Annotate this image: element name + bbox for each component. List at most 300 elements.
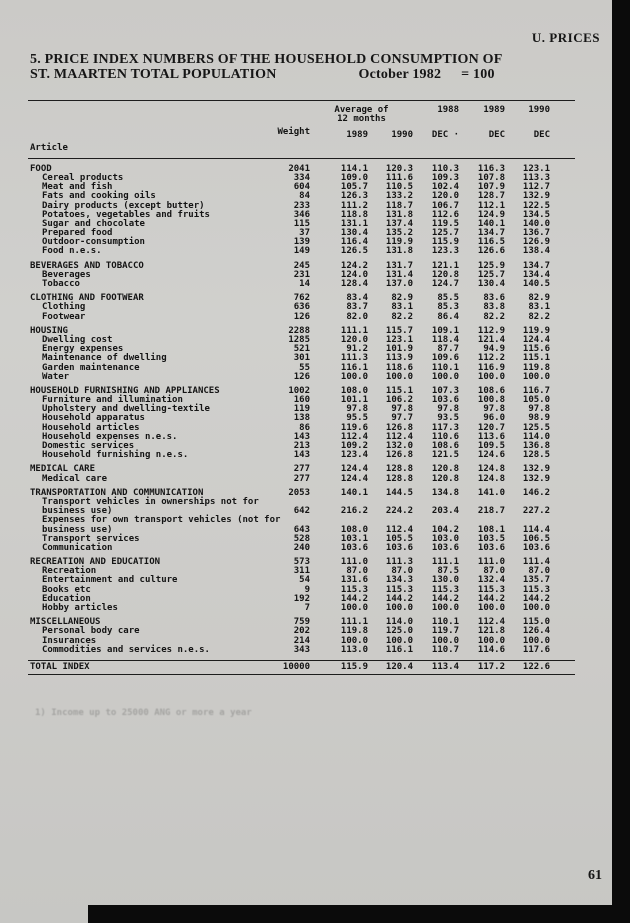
value-cell: 106.2 — [385, 395, 413, 406]
value-cell: 110.3 — [431, 163, 459, 174]
row-label: Upholstery and dwelling-textile — [42, 404, 210, 415]
value-cell: 124.4 — [340, 464, 368, 475]
value-cell: 108.1 — [477, 524, 505, 535]
weight-cell: 334 — [293, 172, 310, 183]
value-cell: 121.8 — [477, 626, 505, 637]
value-cell: 100.8 — [477, 395, 505, 406]
row-label: Entertainment and culture — [42, 575, 178, 586]
row-label: Fats and cooking oils — [42, 191, 156, 202]
section-row — [30, 465, 550, 474]
row-label: Transport services — [42, 533, 140, 544]
header-dec-1990: DEC — [533, 130, 550, 141]
value-cell: 130.0 — [431, 575, 459, 586]
header-weight: Weight — [277, 127, 310, 138]
row-label: CLOTHING AND FOOTWEAR — [30, 293, 144, 304]
title-base-index: = 100 — [461, 67, 495, 82]
value-cell: 97.8 — [528, 404, 550, 415]
value-cell: 144.2 — [431, 593, 459, 604]
value-cell: 136.8 — [522, 441, 550, 451]
value-cell: 120.3 — [385, 163, 413, 174]
value-cell: 115.1 — [522, 353, 550, 364]
value-cell: 97.8 — [483, 404, 505, 415]
value-cell: 83.4 — [346, 293, 368, 304]
value-cell: 119.5 — [431, 218, 459, 229]
value-cell: 113.9 — [385, 353, 413, 364]
value-cell: 128.8 — [385, 473, 413, 484]
value-cell: 106.5 — [522, 533, 550, 544]
title-period: October 1982 — [358, 67, 442, 82]
header-year-1989: 1989 — [483, 105, 505, 115]
row-label: Furniture and illumination — [42, 395, 183, 406]
value-cell: 110.6 — [431, 431, 459, 442]
value-cell: 118.6 — [385, 362, 413, 373]
ghost-footnote: 1) Income up to 25000 ANG or more a year — [35, 708, 252, 718]
table-row — [30, 373, 550, 382]
value-cell: 116.1 — [385, 644, 413, 655]
row-label: Transport vehicles in ownerships not for — [42, 496, 259, 507]
value-cell: 100.0 — [431, 635, 459, 646]
header-article: Article — [30, 142, 68, 153]
value-cell: 113.6 — [477, 431, 505, 442]
value-cell: 111.3 — [385, 557, 413, 568]
weight-cell: 214 — [293, 635, 310, 646]
value-cell: 216.2 — [340, 506, 368, 517]
value-cell: 82.2 — [528, 311, 550, 322]
value-cell: 134.8 — [431, 487, 459, 498]
row-label: Medical care — [42, 473, 108, 484]
row-label: business use) — [42, 506, 113, 517]
weight-cell: 277 — [293, 464, 310, 475]
value-cell: 111.4 — [522, 557, 550, 568]
value-cell: 146.2 — [522, 487, 550, 498]
value-cell: 100.0 — [477, 635, 505, 646]
weight-cell: 301 — [293, 353, 310, 364]
value-cell: 115.3 — [522, 584, 550, 595]
value-cell: 100.0 — [477, 371, 505, 382]
row-label: Personal body care — [42, 626, 140, 637]
value-cell: 101.1 — [340, 395, 368, 406]
value-cell: 109.0 — [340, 172, 368, 183]
weight-cell: 231 — [293, 269, 310, 280]
value-cell: 118.8 — [340, 209, 368, 220]
value-cell: 109.6 — [431, 353, 459, 364]
header-year-1988: 1988 — [437, 105, 459, 115]
header-row-article — [30, 144, 550, 153]
value-cell: 133.2 — [385, 191, 413, 202]
table-section — [30, 327, 550, 382]
value-cell: 124.0 — [340, 269, 368, 280]
value-cell: 115.3 — [340, 584, 368, 595]
row-label: MEDICAL CARE — [30, 464, 96, 475]
table-row — [30, 451, 550, 460]
value-cell: 112.2 — [477, 353, 505, 364]
value-cell: 121.4 — [477, 334, 505, 345]
value-cell: 100.0 — [340, 371, 368, 382]
row-label: Water — [42, 371, 70, 382]
header-spacer — [30, 131, 225, 140]
weight-cell: 346 — [293, 209, 310, 220]
value-cell: 125.9 — [477, 260, 505, 271]
table-section — [30, 465, 550, 483]
total-label: TOTAL INDEX — [30, 661, 90, 672]
value-cell: 123.3 — [431, 246, 459, 257]
value-cell: 123.4 — [340, 450, 368, 461]
value-cell: 107.8 — [477, 172, 505, 183]
value-cell: 103.6 — [431, 395, 459, 406]
value-cell: 103.0 — [431, 533, 459, 544]
value-cell: 106.7 — [431, 200, 459, 211]
value-cell: 224.2 — [385, 506, 413, 517]
total-avg-1989: 115.9 — [340, 661, 368, 672]
weight-cell: 126 — [293, 371, 310, 382]
value-cell: 112.4 — [385, 524, 413, 535]
value-cell: 109.2 — [340, 441, 368, 451]
table-section — [30, 294, 550, 322]
header-dec-1989: DEC — [488, 130, 505, 141]
value-cell: 132.9 — [522, 191, 550, 202]
row-label: HOUSEHOLD FURNISHING AND APPLIANCES — [30, 385, 220, 396]
value-cell: 125.7 — [431, 228, 459, 239]
row-label: Household furnishing n.e.s. — [42, 450, 189, 461]
row-label: Insurances — [42, 635, 97, 646]
value-cell: 111.1 — [340, 325, 368, 336]
value-cell: 130.4 — [477, 279, 505, 289]
value-cell: 116.9 — [477, 362, 505, 373]
weight-cell: 2041 — [288, 163, 310, 174]
row-label: Education — [42, 593, 91, 604]
value-cell: 103.6 — [477, 542, 505, 553]
row-label: Dwelling cost — [42, 334, 113, 345]
total-weight: 10000 — [282, 661, 310, 672]
table-row — [30, 303, 550, 312]
value-cell: 105.0 — [522, 395, 550, 406]
row-label: Commodities and services n.e.s. — [42, 644, 210, 655]
value-cell: 87.7 — [437, 344, 459, 355]
table-section — [30, 489, 550, 553]
value-cell: 116.4 — [340, 237, 368, 248]
value-cell: 125.7 — [477, 269, 505, 280]
weight-cell: 2053 — [288, 487, 310, 498]
value-cell: 118.7 — [385, 200, 413, 211]
value-cell: 113.0 — [340, 644, 368, 655]
value-cell: 125.5 — [522, 422, 550, 433]
header-avg-1989: 1989 — [346, 130, 368, 141]
horizontal-rule-total-bottom — [28, 674, 575, 675]
value-cell: 114.4 — [522, 524, 550, 535]
value-cell: 108.6 — [431, 441, 459, 451]
header-row-subyears — [30, 127, 550, 141]
value-cell: 85.3 — [437, 302, 459, 313]
value-cell: 100.0 — [385, 371, 413, 382]
value-cell: 115.6 — [522, 344, 550, 355]
value-cell: 112.6 — [431, 209, 459, 220]
value-cell: 124.9 — [477, 209, 505, 220]
value-cell: 82.0 — [346, 311, 368, 322]
row-label: MISCELLANEOUS — [30, 617, 101, 628]
row-label: Hobby articles — [42, 603, 118, 613]
value-cell: 97.8 — [391, 404, 413, 415]
value-cell: 82.9 — [391, 293, 413, 304]
total-row — [30, 661, 550, 674]
value-cell: 111.0 — [477, 557, 505, 568]
weight-cell: 119 — [293, 404, 310, 415]
row-label: Clothing — [42, 302, 86, 313]
weight-cell: 636 — [293, 302, 310, 313]
value-cell: 115.3 — [385, 584, 413, 595]
value-cell: 112.7 — [522, 182, 550, 193]
table-section — [30, 262, 550, 290]
value-cell: 96.0 — [483, 413, 505, 424]
value-cell: 135.2 — [385, 228, 413, 239]
value-cell: 97.8 — [346, 404, 368, 415]
value-cell: 132.0 — [385, 441, 413, 451]
value-cell: 135.7 — [522, 575, 550, 586]
weight-cell: 277 — [293, 473, 310, 484]
value-cell: 109.1 — [431, 325, 459, 336]
weight-cell: 311 — [293, 566, 310, 577]
value-cell: 116.7 — [522, 385, 550, 396]
value-cell: 124.2 — [340, 260, 368, 271]
value-cell: 132.4 — [477, 575, 505, 586]
value-cell: 103.6 — [340, 542, 368, 553]
value-cell: 123.1 — [385, 334, 413, 345]
table-header — [30, 101, 550, 158]
weight-cell: 115 — [293, 218, 310, 229]
header-dec-1988: DEC · — [431, 130, 459, 141]
value-cell: 112.4 — [385, 431, 413, 442]
value-cell: 131.1 — [340, 218, 368, 229]
value-cell: 124.8 — [477, 473, 505, 484]
value-cell: 122.5 — [522, 200, 550, 211]
weight-cell: 1002 — [288, 385, 310, 396]
value-cell: 134.4 — [522, 269, 550, 280]
value-cell: 87.0 — [483, 566, 505, 577]
value-cell: 105.5 — [385, 533, 413, 544]
weight-cell: 233 — [293, 200, 310, 211]
value-cell: 124.7 — [431, 279, 459, 289]
value-cell: 126.6 — [477, 246, 505, 257]
value-cell: 113.3 — [522, 172, 550, 183]
title-line1: 5. PRICE INDEX NUMBERS OF THE HOUSEHOLD CONSUMPTION OF — [30, 52, 503, 67]
value-cell: 131.8 — [385, 246, 413, 257]
value-cell: 101.9 — [385, 344, 413, 355]
row-label: Meat and fish — [42, 182, 113, 193]
page-number: 61 — [588, 868, 602, 883]
value-cell: 103.5 — [477, 533, 505, 544]
row-label: Footwear — [42, 311, 86, 322]
value-cell: 120.7 — [477, 422, 505, 433]
table-section — [30, 618, 550, 655]
value-cell: 137.4 — [385, 218, 413, 229]
value-cell: 120.8 — [431, 269, 459, 280]
value-cell: 132.9 — [522, 464, 550, 475]
value-cell: 116.3 — [477, 163, 505, 174]
weight-cell: 9 — [304, 584, 310, 595]
value-cell: 114.0 — [385, 617, 413, 628]
weight-cell: 2288 — [288, 325, 310, 336]
value-cell: 124.4 — [522, 334, 550, 345]
table-body — [30, 165, 550, 655]
value-cell: 109.3 — [431, 172, 459, 183]
value-cell: 126.8 — [385, 422, 413, 433]
value-cell: 116.5 — [477, 237, 505, 248]
total-avg-1990: 120.4 — [385, 661, 413, 672]
value-cell: 102.4 — [431, 182, 459, 193]
value-cell: 107.3 — [431, 385, 459, 396]
value-cell: 104.2 — [431, 524, 459, 535]
value-cell: 120.0 — [340, 334, 368, 345]
weight-cell: 521 — [293, 344, 310, 355]
value-cell: 144.2 — [340, 593, 368, 604]
value-cell: 87.0 — [528, 566, 550, 577]
value-cell: 87.0 — [391, 566, 413, 577]
value-cell: 100.0 — [477, 603, 505, 613]
value-cell: 83.6 — [483, 293, 505, 304]
value-cell: 134.7 — [522, 260, 550, 271]
value-cell: 98.9 — [528, 413, 550, 424]
value-cell: 82.2 — [391, 311, 413, 322]
value-cell: 100.0 — [522, 371, 550, 382]
row-label: Food n.e.s. — [42, 246, 102, 257]
value-cell: 131.6 — [340, 575, 368, 586]
value-cell: 110.7 — [431, 644, 459, 655]
value-cell: 140.1 — [477, 218, 505, 229]
value-cell: 128.4 — [340, 279, 368, 289]
table-row — [30, 627, 550, 636]
weight-cell: 642 — [293, 506, 310, 517]
weight-cell: 245 — [293, 260, 310, 271]
value-cell: 119.8 — [340, 626, 368, 637]
value-cell: 109.5 — [477, 441, 505, 451]
value-cell: 87.5 — [437, 566, 459, 577]
section-row — [30, 262, 550, 271]
value-cell: 111.6 — [385, 172, 413, 183]
value-cell: 82.9 — [528, 293, 550, 304]
value-cell: 131.8 — [385, 209, 413, 220]
weight-cell: 54 — [299, 575, 310, 586]
value-cell: 138.4 — [522, 246, 550, 257]
value-cell: 112.1 — [477, 200, 505, 211]
value-cell: 144.2 — [385, 593, 413, 604]
value-cell: 134.5 — [522, 209, 550, 220]
value-cell: 126.8 — [385, 450, 413, 461]
value-cell: 144.2 — [522, 593, 550, 604]
table-row — [30, 271, 550, 280]
value-cell: 124.6 — [477, 450, 505, 461]
weight-cell: 138 — [293, 413, 310, 424]
weight-cell: 604 — [293, 182, 310, 193]
value-cell: 95.5 — [346, 413, 368, 424]
row-label: RECREATION AND EDUCATION — [30, 557, 161, 568]
row-label: business use) — [42, 524, 113, 535]
value-cell: 93.5 — [437, 413, 459, 424]
value-cell: 203.4 — [431, 506, 459, 517]
table-section — [30, 165, 550, 257]
value-cell: 119.7 — [431, 626, 459, 637]
value-cell: 136.7 — [522, 228, 550, 239]
value-cell: 119.6 — [340, 422, 368, 433]
row-label: Domestic services — [42, 441, 135, 451]
value-cell: 114.1 — [340, 163, 368, 174]
value-cell: 111.2 — [340, 200, 368, 211]
scan-edge-right-strip — [612, 0, 630, 923]
row-label: Cereal products — [42, 172, 124, 183]
weight-cell: 762 — [293, 293, 310, 304]
value-cell: 126.3 — [340, 191, 368, 202]
value-cell: 108.0 — [340, 524, 368, 535]
row-label: Household expenses n.e.s. — [42, 431, 178, 442]
title-line2 — [30, 67, 502, 82]
value-cell: 132.9 — [522, 473, 550, 484]
row-label: Beverages — [42, 269, 91, 280]
value-cell: 115.0 — [522, 617, 550, 628]
table-row — [30, 364, 550, 373]
value-cell: 83.8 — [483, 302, 505, 313]
value-cell: 83.1 — [528, 302, 550, 313]
value-cell: 121.1 — [431, 260, 459, 271]
row-label: BEVERAGES AND TOBACCO — [30, 260, 144, 271]
row-label: Maintenance of dwelling — [42, 353, 167, 364]
value-cell: 141.0 — [477, 487, 505, 498]
value-cell: 134.7 — [477, 228, 505, 239]
value-cell: 112.9 — [477, 325, 505, 336]
value-cell: 117.3 — [431, 422, 459, 433]
section-row — [30, 558, 550, 567]
value-cell: 120.8 — [431, 464, 459, 475]
value-cell: 97.8 — [437, 404, 459, 415]
value-cell: 105.7 — [340, 182, 368, 193]
value-cell: 119.9 — [385, 237, 413, 248]
value-cell: 128.7 — [477, 191, 505, 202]
value-cell: 140.1 — [340, 487, 368, 498]
value-cell: 108.6 — [477, 385, 505, 396]
value-cell: 100.0 — [431, 603, 459, 613]
weight-cell: 528 — [293, 533, 310, 544]
value-cell: 140.5 — [522, 279, 550, 289]
header-row-years — [30, 106, 550, 115]
value-cell: 111.3 — [340, 353, 368, 364]
value-cell: 119.8 — [522, 362, 550, 373]
value-cell: 115.3 — [431, 584, 459, 595]
value-cell: 115.1 — [385, 385, 413, 396]
value-cell: 103.6 — [431, 542, 459, 553]
value-cell: 116.1 — [340, 362, 368, 373]
value-cell: 103.6 — [522, 542, 550, 553]
value-cell: 227.2 — [522, 506, 550, 517]
value-cell: 134.3 — [385, 575, 413, 586]
value-cell: 111.1 — [431, 557, 459, 568]
section-corner-label: U. PRICES — [531, 30, 600, 45]
weight-cell: 149 — [293, 246, 310, 257]
value-cell: 83.7 — [346, 302, 368, 313]
table-row — [30, 238, 550, 247]
value-cell: 114.6 — [477, 644, 505, 655]
value-cell: 85.5 — [437, 293, 459, 304]
value-cell: 130.4 — [340, 228, 368, 239]
value-cell: 83.1 — [391, 302, 413, 313]
header-year-1990: 1990 — [528, 105, 550, 115]
value-cell: 110.1 — [431, 362, 459, 373]
weight-cell: 160 — [293, 395, 310, 406]
total-dec-1988: 113.4 — [431, 661, 459, 672]
value-cell: 131.7 — [385, 260, 413, 271]
weight-cell: 573 — [293, 557, 310, 568]
header-row-months — [30, 115, 550, 124]
table-row — [30, 280, 550, 289]
total-dec-1990: 122.6 — [522, 661, 550, 672]
weight-cell: 143 — [293, 431, 310, 442]
weight-cell: 37 — [299, 228, 310, 239]
